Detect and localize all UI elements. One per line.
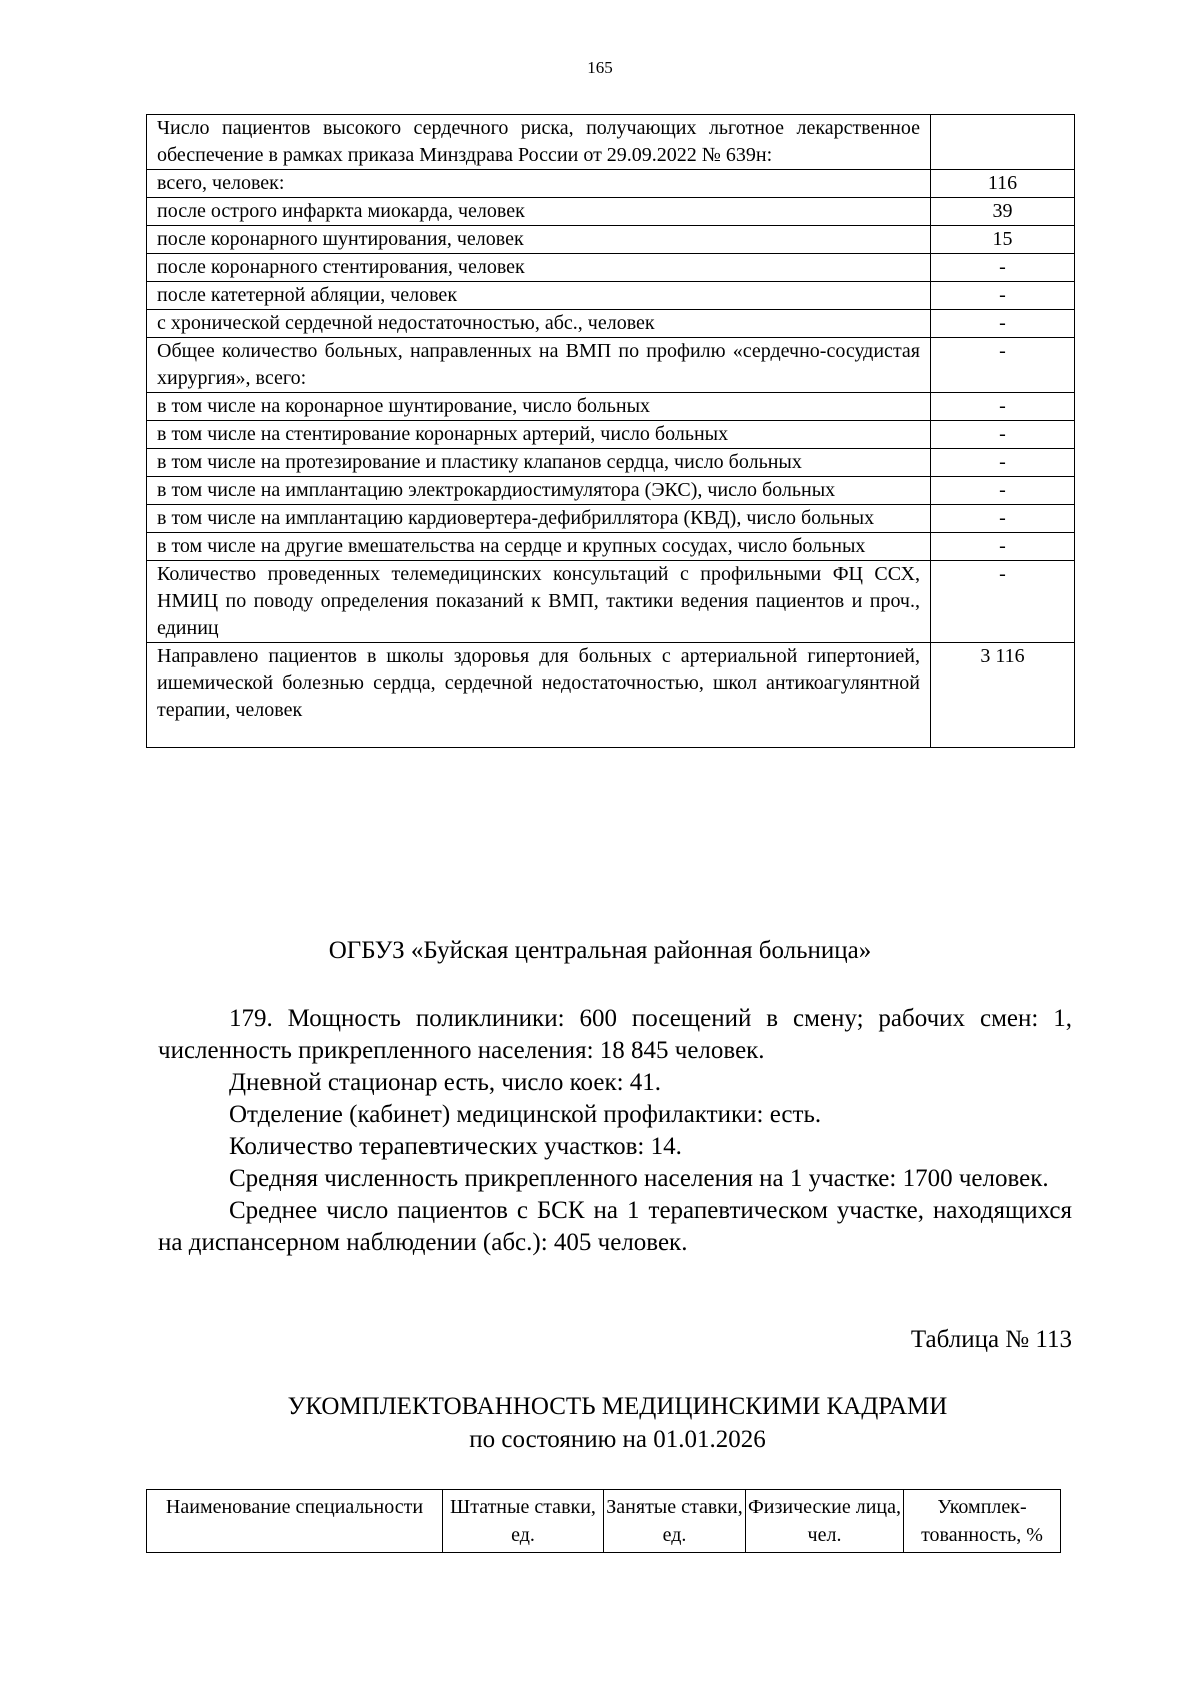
row-label: после катетерной абляции, человек (147, 282, 931, 310)
table-row (147, 533, 1075, 561)
row-value (931, 115, 1075, 170)
paragraph-therapy-sites: Количество терапевтических участков: 14. (229, 1133, 682, 1160)
row-value: 15 (931, 226, 1075, 254)
table-row (147, 393, 1075, 421)
table-row (147, 477, 1075, 505)
table-row (147, 643, 1075, 748)
row-value: 39 (931, 198, 1075, 226)
row-label: после коронарного шунтирования, человек (147, 226, 931, 254)
table-title-line2: по состоянию на 01.01.2026 (469, 1426, 766, 1453)
row-value: 116 (931, 170, 1075, 198)
table-row (147, 310, 1075, 338)
row-label: в том числе на имплантацию кардиовертера-дефибриллятора (КВД), число больных (147, 505, 931, 533)
paragraph-avg-patients: Среднее число пациентов с БСК на 1 терапевтическом участке, находящихся на диспансерном наблюдении (абс.): 405 человек. (158, 1197, 1072, 1256)
table-row (147, 449, 1075, 477)
header-staff-positions: Штатные ставки, ед. (443, 1490, 604, 1553)
row-label: Число пациентов высокого сердечного риска, получающих льготное лекарственное обеспечение в рамках приказа Минздрава России от 29.09.2022 № 639н: (147, 115, 931, 170)
staffing-table (146, 1489, 1061, 1553)
row-label: Общее количество больных, направленных на ВМП по профилю «сердечно-сосудистая хирургия», всего: (147, 338, 931, 393)
header-individuals: Физические лица, чел. (746, 1490, 904, 1553)
header-occupied-positions: Занятые ставки, ед. (604, 1490, 746, 1553)
table-row (147, 226, 1075, 254)
paragraph-day-hospital: Дневной стационар есть, число коек: 41. (229, 1069, 662, 1096)
row-label: в том числе на стентирование коронарных артерий, число больных (147, 421, 931, 449)
row-label: всего, человек: (147, 170, 931, 198)
table-row (147, 198, 1075, 226)
row-value: - (931, 282, 1075, 310)
row-value: - (931, 421, 1075, 449)
row-value: 3 116 (931, 643, 1075, 748)
row-value: - (931, 449, 1075, 477)
table-row (147, 561, 1075, 643)
row-label: Количество проведенных телемедицинских консультаций с профильными ФЦ ССХ, НМИЦ по поводу определения показаний к ВМП, тактики ведения пациентов и проч., единиц (147, 561, 931, 643)
row-label: после коронарного стентирования, человек (147, 254, 931, 282)
table-number: Таблица № 113 (910, 1326, 1072, 1353)
row-label: Направлено пациентов в школы здоровья для больных с артериальной гипертонией, ишемической болезнью сердца, сердечной недостаточностью, школ антикоагулянтной терапии, человек (147, 643, 931, 748)
table-row (147, 338, 1075, 393)
row-label: в том числе на протезирование и пластику клапанов сердца, число больных (147, 449, 931, 477)
staffing-header-row (147, 1490, 1061, 1553)
organization-title: ОГБУЗ «Буйская центральная районная больница» (328, 937, 872, 964)
row-label: с хронической сердечной недостаточностью, абс., человек (147, 310, 931, 338)
row-value: - (931, 561, 1075, 643)
row-label: в том числе на коронарное шунтирование, число больных (147, 393, 931, 421)
table-title-line1: УКОМПЛЕКТОВАННОСТЬ МЕДИЦИНСКИМИ КАДРАМИ (287, 1393, 948, 1420)
table-title (0, 1390, 1200, 1456)
table-row (147, 170, 1075, 198)
row-value: - (931, 338, 1075, 393)
row-label: после острого инфаркта миокарда, человек (147, 198, 931, 226)
page-number: 165 (587, 58, 613, 77)
paragraph-avg-population: Средняя численность прикрепленного населения на 1 участке: 1700 человек. (229, 1165, 1049, 1192)
paragraph-capacity: 179. Мощность поликлиники: 600 посещений в смену; рабочих смен: 1, численность прикрепленного населения: 18 845 человек. (158, 1005, 1072, 1064)
header-specialty: Наименование специальности (147, 1490, 443, 1553)
row-value: - (931, 505, 1075, 533)
row-value: - (931, 393, 1075, 421)
row-value: - (931, 477, 1075, 505)
row-label: в том числе на имплантацию электрокардиостимулятора (ЭКС), число больных (147, 477, 931, 505)
row-value: - (931, 310, 1075, 338)
row-label: в том числе на другие вмешательства на сердце и крупных сосудах, число больных (147, 533, 931, 561)
table-row (147, 421, 1075, 449)
table-row (147, 282, 1075, 310)
table-row (147, 505, 1075, 533)
table-row (147, 115, 1075, 170)
row-value: - (931, 533, 1075, 561)
row-value: - (931, 254, 1075, 282)
body-text (158, 1003, 1072, 1259)
header-staffing-percent: Укомплек-тованность, % (904, 1490, 1061, 1553)
cardio-stats-table (146, 114, 1075, 748)
paragraph-prevention-dept: Отделение (кабинет) медицинской профилактики: есть. (229, 1101, 822, 1128)
table-row (147, 254, 1075, 282)
